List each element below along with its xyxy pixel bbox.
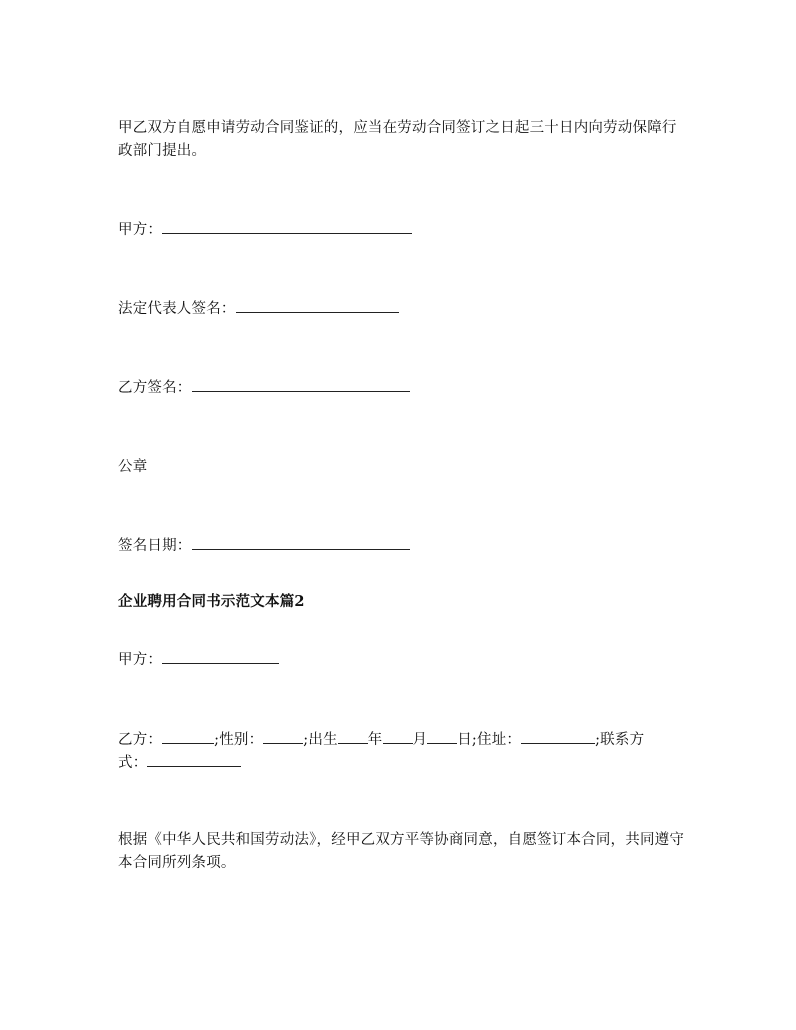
party-a-blank: [162, 219, 412, 234]
sign-date-line: [118, 535, 688, 558]
party-b-sign-line: [118, 377, 688, 400]
party-b2-label: 乙方：: [118, 732, 163, 748]
month-label: 月: [412, 732, 428, 748]
name-blank: [162, 729, 214, 744]
birth-month-blank: [383, 729, 413, 744]
legal-rep-label: 法定代表人签名：: [118, 301, 236, 317]
gender-blank: [263, 729, 303, 744]
contact-label: ;联系方: [595, 732, 645, 748]
sign-date-blank: [192, 535, 410, 550]
birth-year-blank: [338, 729, 368, 744]
party-a2-line: [118, 649, 688, 672]
address-blank: [521, 729, 595, 744]
party-b-sign-blank: [192, 377, 410, 392]
section-title: 企业聘用合同书示范文本篇2: [118, 593, 305, 610]
party-a2-label: 甲方：: [118, 652, 163, 668]
sign-date-label: 签名日期：: [118, 538, 192, 554]
labor-law-paragraph: 根据《中华人民共和国劳动法》，经甲乙双方平等协商同意，自愿签订本合同，共同遵守本合同所列条项。: [118, 832, 685, 871]
day-address-label: 日;住址：: [457, 732, 522, 748]
birth-label: ;出生: [303, 732, 338, 748]
gender-label: ;性别：: [214, 732, 264, 748]
contact-blank: [147, 752, 241, 767]
party-b2-block: [118, 729, 688, 775]
party-b-sign-label: 乙方签名：: [118, 380, 192, 396]
party-a-line: [118, 219, 688, 242]
birth-day-blank: [427, 729, 457, 744]
year-label: 年: [367, 732, 383, 748]
contact-label-cont: 式：: [118, 755, 148, 771]
party-a2-blank: [162, 649, 279, 664]
legal-rep-line: [118, 298, 688, 321]
legal-rep-blank: [236, 298, 399, 313]
notarization-paragraph: 甲乙双方自愿申请劳动合同鉴证的，应当在劳动合同签订之日起三十日内向劳动保障行政部门提出。: [118, 120, 677, 159]
party-a-label: 甲方：: [118, 222, 163, 238]
seal-text: 公章: [118, 459, 148, 475]
